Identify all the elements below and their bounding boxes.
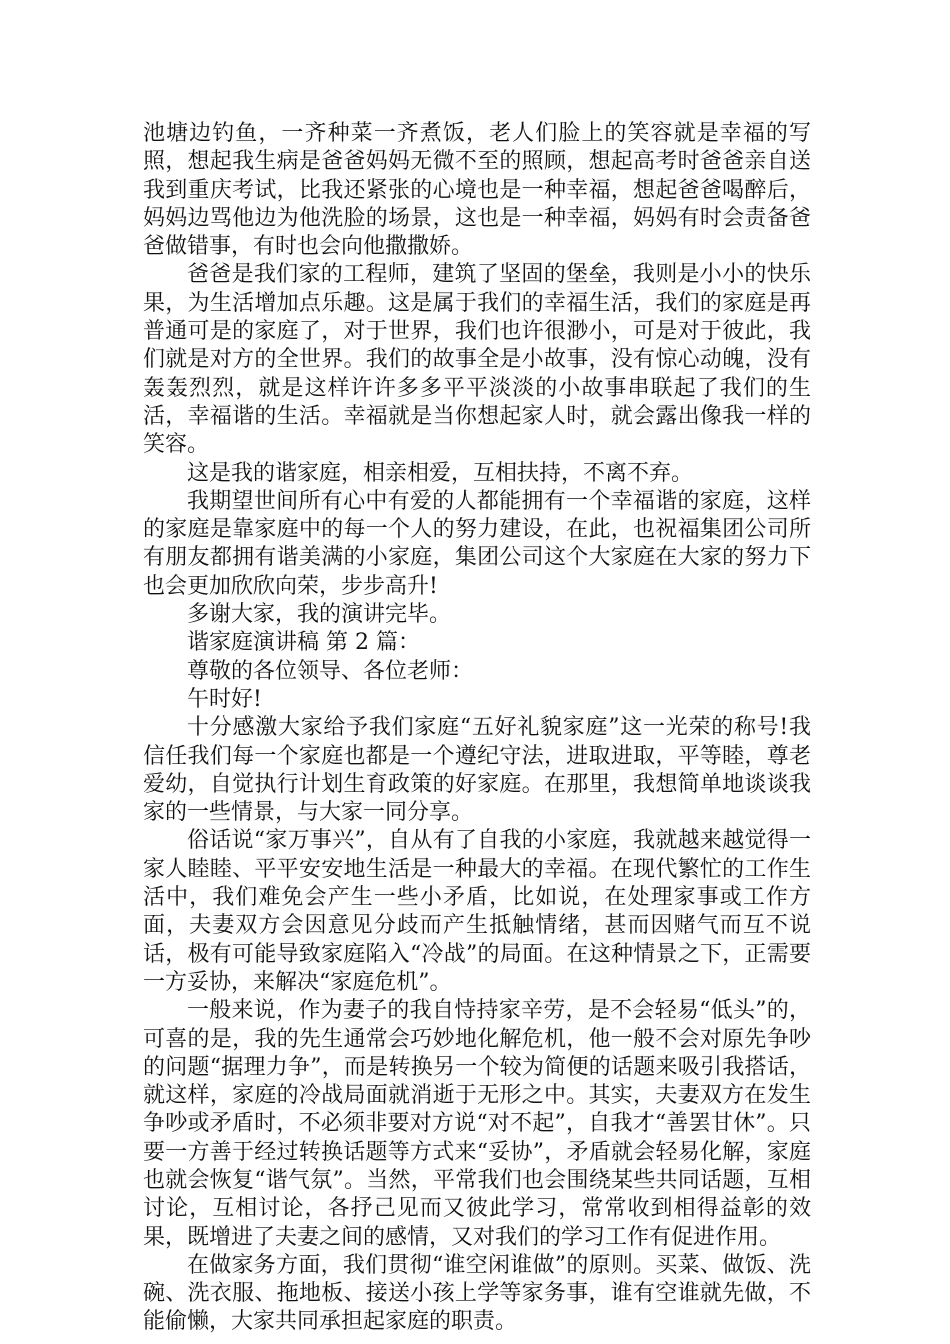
- paragraph: 俗话说“家万事兴”，自从有了自我的小家庭，我就越来越觉得一家人睦睦、平平安安地生活是一种最大的幸福。在现代繁忙的工作生活中，我们难免会产生一些小矛盾，比如说，在处理家事或工作方面，夫妻双方会因意见分歧而产生抵触情绪，甚而因赌气而互不说话，极有可能导致家庭陷入“冷战”的局面。在这种情景之下，正需要一方妥协，来解决“家庭危机”。: [143, 828, 811, 995]
- closing-line: 多谢大家，我的演讲完毕。: [187, 602, 452, 628]
- greeting: 午时好!: [187, 686, 262, 712]
- section-heading: 谐家庭演讲稿 第 2 篇：: [187, 630, 420, 656]
- salutation: 尊敬的各位领导、各位老师：: [187, 658, 474, 684]
- paragraph: 一般来说，作为妻子的我自恃持家辛劳，是不会轻易“低头”的，可喜的是，我的先生通常会巧妙地化解危机，他一般不会对原先争吵的问题“据理力争”，而是转换另一个较为简便的话题来吸引我搭话，就这样，家庭的冷战局面就消逝于无形之中。其实，夫妻双方在发生争吵或矛盾时，不必须非要对方说“对不起”，自我才“善罢甘休”。只要一方善于经过转换话题等方式来“妥协”，矛盾就会轻易化解，家庭也就会恢复“谐气氛”。当然，平常我们也会围绕某些共同话题，互相讨论，互相讨论，各抒己见而又彼此学习，常常收到相得益彰的效果，既增进了夫妻之间的感情，又对我们的学习工作有促进作用。: [143, 998, 811, 1250]
- paragraph: 这是我的谐家庭，相亲相爱，互相扶持，不离不弃。: [187, 460, 694, 486]
- paragraph: 在做家务方面，我们贯彻“谁空闲谁做”的原则。买菜、做饭、洗碗、洗衣服、拖地板、接送小孩上学等家务事，谁有空谁就先做，不能偷懒，大家共同承担起家庭的职责。: [143, 1252, 811, 1335]
- paragraph: 爸爸是我们家的工程师，建筑了坚固的堡垒，我则是小小的快乐果，为生活增加点乐趣。这是属于我们的幸福生活，我们的家庭是再普通可是的家庭了，对于世界，我们也许很渺小，可是对于彼此，我们就是对方的全世界。我们的故事全是小故事，没有惊心动魄，没有轰轰烈烈，就是这样许许多多平平淡淡的小故事串联起了我们的生活，幸福谐的生活。幸福就是当你想起家人时，就会露出像我一样的笑容。: [143, 262, 811, 458]
- paragraph: 我期望世间所有心中有爱的人都能拥有一个幸福谐的家庭，这样的家庭是靠家庭中的每一个人的努力建设，在此，也祝福集团公司所有朋友都拥有谐美满的小家庭，集团公司这个大家庭在大家的努力下也会更加欣欣向荣，步步高升!: [143, 488, 811, 599]
- paragraph-continued: 池塘边钓鱼，一齐种菜一齐煮饭，老人们脸上的笑容就是幸福的写照，想起我生病是爸爸妈妈无微不至的照顾，想起高考时爸爸亲自送我到重庆考试，比我还紧张的心境也是一种幸福，想起爸爸喝醉后，妈妈边骂他边为他洗脸的场景，这也是一种幸福，妈妈有时会责备爸爸做错事，有时也会向他撒撒娇。: [143, 121, 811, 260]
- document-body: [143, 120, 811, 1337]
- paragraph: 十分感激大家给予我们家庭“五好礼貌家庭”这一光荣的称号!我信任我们每一个家庭也都是一个遵纪守法，进取进取，平等睦，尊老爱幼，自觉执行计划生育政策的好家庭。在那里，我想简单地谈谈我家的一些情景，与大家一同分享。: [143, 715, 811, 826]
